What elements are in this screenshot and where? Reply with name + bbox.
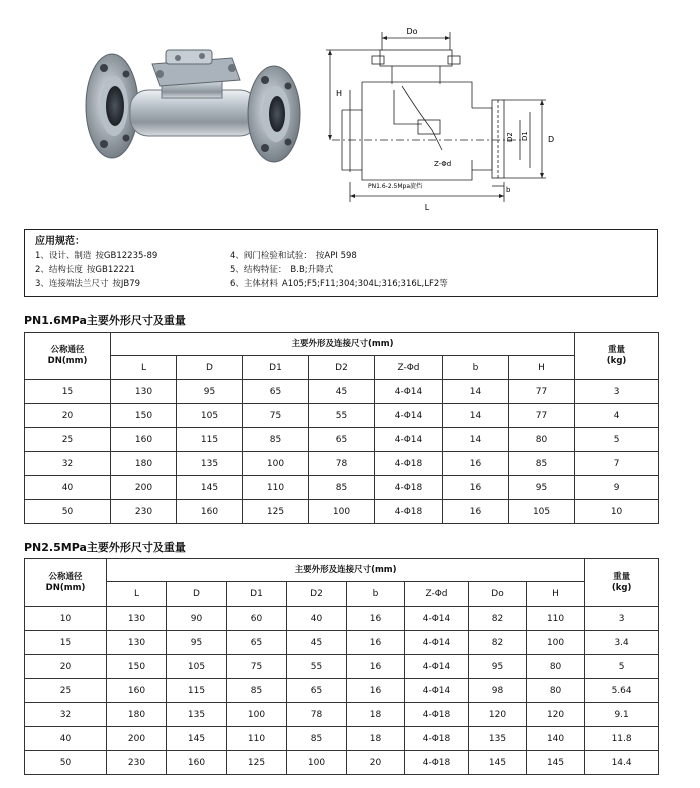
spec-value: A105;F5;F11;304;304L;316;316L,LF2等 (281, 279, 448, 289)
table1-title: PN1.6MPa主要外形尺寸及重量 (24, 314, 186, 327)
value-cell: 16 (443, 500, 509, 524)
value-cell: 80 (509, 428, 575, 452)
value-cell: 4-Φ18 (405, 727, 469, 751)
weight-cell: 5 (575, 428, 659, 452)
value-cell: 4-Φ14 (405, 607, 469, 631)
value-cell: 150 (111, 404, 177, 428)
spec-item (35, 250, 157, 262)
value-cell: 95 (177, 380, 243, 404)
weight-cell: 14.4 (585, 751, 659, 775)
value-cell: 180 (111, 452, 177, 476)
value-cell: 130 (107, 607, 167, 631)
value-cell: 55 (309, 404, 375, 428)
value-cell: 145 (527, 751, 585, 775)
group-header: 主要外形及连接尺寸(mm) (107, 559, 585, 582)
value-cell: 105 (167, 655, 227, 679)
value-cell: 135 (167, 703, 227, 727)
group-header: 主要外形及连接尺寸(mm) (111, 333, 575, 356)
valve-photo (82, 28, 312, 178)
dn-cell: 15 (25, 631, 107, 655)
table-row (25, 679, 659, 703)
value-cell: 130 (107, 631, 167, 655)
value-cell: 200 (107, 727, 167, 751)
weight-header: 重量 (kg) (585, 559, 659, 607)
column-header: Do (469, 582, 527, 607)
weight-cell: 9 (575, 476, 659, 500)
value-cell: 65 (243, 380, 309, 404)
value-cell: 20 (347, 751, 405, 775)
table-row (25, 476, 659, 500)
do-label: Do (406, 27, 418, 36)
column-header: D (177, 356, 243, 380)
spec-label: 3、连接端法兰尺寸 (35, 279, 109, 289)
value-cell: 65 (309, 428, 375, 452)
value-cell: 160 (167, 751, 227, 775)
table-row (25, 751, 659, 775)
weight-cell: 5 (585, 655, 659, 679)
value-cell: 100 (287, 751, 347, 775)
value-cell: 4-Φ18 (405, 703, 469, 727)
dn-cell: 40 (25, 727, 107, 751)
spec-label: 4、阀门检验和试验： (230, 251, 312, 261)
value-cell: 130 (111, 380, 177, 404)
table-row (25, 727, 659, 751)
table2-title: PN2.5MPa主要外形尺寸及重量 (24, 541, 186, 554)
dn-cell: 50 (25, 500, 111, 524)
value-cell: 115 (167, 679, 227, 703)
value-cell: 4-Φ18 (375, 452, 443, 476)
value-cell: 4-Φ14 (375, 428, 443, 452)
h-label: H (336, 89, 343, 98)
value-cell: 55 (287, 655, 347, 679)
value-cell: 140 (527, 727, 585, 751)
value-cell: 18 (347, 703, 405, 727)
value-cell: 4-Φ14 (375, 404, 443, 428)
column-header: D1 (243, 356, 309, 380)
column-header: D (167, 582, 227, 607)
value-cell: 160 (107, 679, 167, 703)
l-label: L (424, 203, 430, 212)
table-row (25, 703, 659, 727)
value-cell: 135 (177, 452, 243, 476)
value-cell: 4-Φ14 (405, 631, 469, 655)
dn-cell: 32 (25, 452, 111, 476)
value-cell: 16 (443, 452, 509, 476)
column-header: b (443, 356, 509, 380)
table-row (25, 607, 659, 631)
value-cell: 160 (111, 428, 177, 452)
value-cell: 82 (469, 607, 527, 631)
dn-cell: 15 (25, 380, 111, 404)
value-cell: 85 (243, 428, 309, 452)
dn-cell: 25 (25, 679, 107, 703)
value-cell: 85 (509, 452, 575, 476)
value-cell: 65 (287, 679, 347, 703)
value-cell: 150 (107, 655, 167, 679)
spec-box (24, 229, 658, 297)
value-cell: 85 (227, 679, 287, 703)
spec-value: 按JB79 (112, 279, 141, 289)
value-cell: 45 (287, 631, 347, 655)
valve-section-drawing (322, 20, 632, 220)
d1-label: D1 (521, 131, 529, 141)
value-cell: 60 (227, 607, 287, 631)
z-label: Z-Φd (434, 160, 452, 168)
value-cell: 135 (469, 727, 527, 751)
dn-header: 公称通径 DN(mm) (25, 559, 107, 607)
value-cell: 40 (287, 607, 347, 631)
value-cell: 120 (527, 703, 585, 727)
weight-cell: 10 (575, 500, 659, 524)
column-header: H (509, 356, 575, 380)
weight-cell: 3.4 (585, 631, 659, 655)
value-cell: 98 (469, 679, 527, 703)
column-header: Z-Φd (375, 356, 443, 380)
table-row (25, 631, 659, 655)
dn-cell: 25 (25, 428, 111, 452)
value-cell: 4-Φ18 (405, 751, 469, 775)
column-header: L (107, 582, 167, 607)
weight-cell: 7 (575, 452, 659, 476)
column-header: D1 (227, 582, 287, 607)
spec-label: 5、结构特征： (230, 265, 287, 275)
table-row (25, 655, 659, 679)
value-cell: 90 (167, 607, 227, 631)
value-cell: 75 (243, 404, 309, 428)
dn-cell: 40 (25, 476, 111, 500)
spec-item (230, 264, 333, 276)
value-cell: 145 (177, 476, 243, 500)
table2-pn25 (24, 558, 659, 775)
value-cell: 85 (309, 476, 375, 500)
dn-cell: 50 (25, 751, 107, 775)
weight-cell: 5.64 (585, 679, 659, 703)
value-cell: 4-Φ18 (375, 500, 443, 524)
spec-label: 2、结构长度 (35, 265, 83, 275)
value-cell: 100 (309, 500, 375, 524)
d2-label: D2 (506, 132, 514, 142)
value-cell: 95 (167, 631, 227, 655)
value-cell: 4-Φ18 (375, 476, 443, 500)
weight-cell: 4 (575, 404, 659, 428)
value-cell: 110 (227, 727, 287, 751)
spec-value: 按API 598 (315, 251, 357, 261)
value-cell: 95 (509, 476, 575, 500)
value-cell: 160 (177, 500, 243, 524)
value-cell: 85 (287, 727, 347, 751)
dn-cell: 10 (25, 607, 107, 631)
table-row (25, 380, 659, 404)
spec-list (35, 250, 647, 298)
table-row (25, 404, 659, 428)
value-cell: 105 (509, 500, 575, 524)
value-cell: 4-Φ14 (375, 380, 443, 404)
value-cell: 95 (469, 655, 527, 679)
d-label: D (548, 135, 555, 144)
value-cell: 110 (243, 476, 309, 500)
weight-cell: 9.1 (585, 703, 659, 727)
value-cell: 18 (347, 727, 405, 751)
value-cell: 80 (527, 679, 585, 703)
value-cell: 105 (177, 404, 243, 428)
value-cell: 100 (527, 631, 585, 655)
spec-value: 按GB12221 (86, 265, 135, 275)
column-header: Z-Φd (405, 582, 469, 607)
table-row (25, 452, 659, 476)
value-cell: 16 (443, 476, 509, 500)
value-cell: 115 (177, 428, 243, 452)
weight-cell: 3 (585, 607, 659, 631)
dn-cell: 20 (25, 655, 107, 679)
value-cell: 100 (243, 452, 309, 476)
column-header: H (527, 582, 585, 607)
spec-value: B.B;升降式 (290, 265, 334, 275)
dn-cell: 20 (25, 404, 111, 428)
value-cell: 200 (111, 476, 177, 500)
dn-cell: 32 (25, 703, 107, 727)
column-header: D2 (309, 356, 375, 380)
value-cell: 80 (527, 655, 585, 679)
spec-value: 按GB12235-89 (95, 251, 158, 261)
value-cell: 14 (443, 428, 509, 452)
value-cell: 230 (107, 751, 167, 775)
figure-area (0, 0, 700, 220)
dn-header: 公称通径 DN(mm) (25, 333, 111, 380)
value-cell: 16 (347, 679, 405, 703)
value-cell: 16 (347, 655, 405, 679)
spec-label: 1、设计、制造 (35, 251, 92, 261)
spec-item (35, 278, 140, 290)
value-cell: 230 (111, 500, 177, 524)
value-cell: 77 (509, 404, 575, 428)
value-cell: 14 (443, 380, 509, 404)
value-cell: 4-Φ14 (405, 655, 469, 679)
value-cell: 110 (527, 607, 585, 631)
value-cell: 125 (243, 500, 309, 524)
value-cell: 4-Φ14 (405, 679, 469, 703)
value-cell: 145 (469, 751, 527, 775)
weight-cell: 3 (575, 380, 659, 404)
table-row (25, 428, 659, 452)
value-cell: 77 (509, 380, 575, 404)
spec-item (230, 250, 357, 262)
column-header: b (347, 582, 405, 607)
value-cell: 16 (347, 607, 405, 631)
value-cell: 82 (469, 631, 527, 655)
weight-cell: 11.8 (585, 727, 659, 751)
b-label: b (506, 186, 511, 194)
table1-pn16 (24, 332, 659, 524)
spec-title: 应用规范： (35, 236, 85, 247)
weight-header: 重量 (kg) (575, 333, 659, 380)
drawing-note: PN1.6-2.5Mpa旋挡 (368, 183, 423, 190)
value-cell: 120 (469, 703, 527, 727)
value-cell: 75 (227, 655, 287, 679)
value-cell: 45 (309, 380, 375, 404)
spec-item (230, 278, 448, 290)
column-header: D2 (287, 582, 347, 607)
spec-item (35, 264, 135, 276)
value-cell: 78 (287, 703, 347, 727)
value-cell: 14 (443, 404, 509, 428)
value-cell: 78 (309, 452, 375, 476)
table-row (25, 500, 659, 524)
value-cell: 145 (167, 727, 227, 751)
spec-label: 6、主体材料 (230, 279, 278, 289)
value-cell: 16 (347, 631, 405, 655)
value-cell: 65 (227, 631, 287, 655)
value-cell: 125 (227, 751, 287, 775)
value-cell: 100 (227, 703, 287, 727)
value-cell: 180 (107, 703, 167, 727)
column-header: L (111, 356, 177, 380)
